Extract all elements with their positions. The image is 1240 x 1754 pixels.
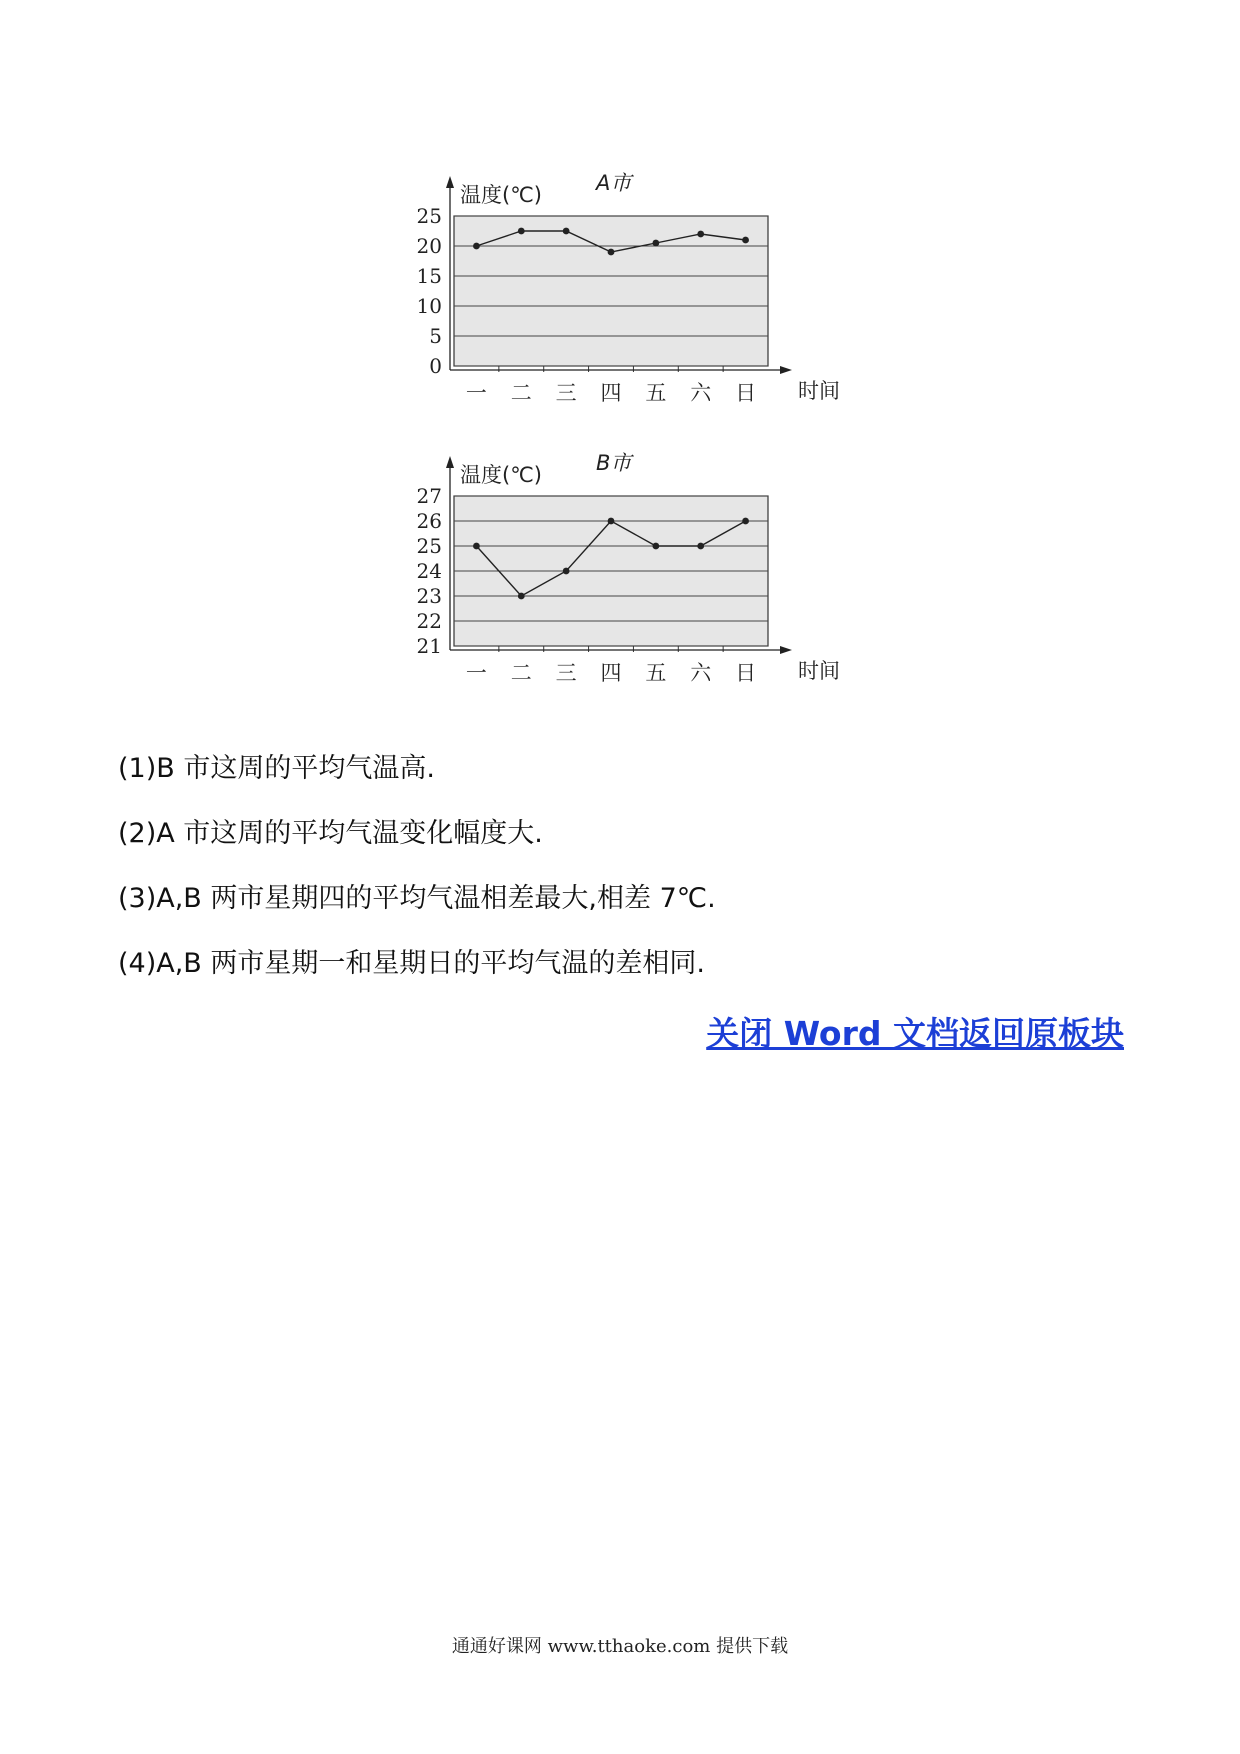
chart-b-ytick-label: 23 (416, 584, 442, 608)
chart-b-chart-title: B市 (596, 451, 632, 475)
chart-b-data-point (563, 568, 570, 575)
chart-b-y-axis-label: 温度(℃) (460, 463, 542, 487)
chart-b-data-point (518, 593, 525, 600)
chart-a-ytick-label: 5 (429, 324, 442, 348)
chart-a-data-point (518, 228, 525, 235)
chart-b-x-axis-label: 时间 (798, 659, 840, 683)
chart-city-b (400, 440, 860, 730)
chart-b-ytick-label: 24 (416, 559, 442, 583)
answer-2: (2)A 市这周的平均气温变化幅度大. (118, 818, 543, 849)
chart-b-ytick-label: 21 (416, 634, 442, 658)
chart-b-svg (400, 440, 860, 730)
chart-b-xtick-label: 日 (735, 661, 757, 685)
chart-a-x-axis-label: 时间 (798, 379, 840, 403)
chart-b-ytick-label: 25 (416, 534, 442, 558)
chart-b-xtick-label: 六 (690, 661, 712, 685)
chart-a-data-point (473, 243, 480, 250)
chart-b-x-axis-arrow (780, 646, 792, 654)
chart-a-data-point (563, 228, 570, 235)
chart-a-svg (400, 160, 860, 450)
chart-b-data-point (473, 543, 480, 550)
chart-a-ytick-label: 20 (416, 234, 442, 258)
chart-a-data-point (697, 231, 704, 238)
footer-source: 通通好课网 www.tthaoke.com 提供下载 (451, 1636, 789, 1657)
chart-b-xtick-label: 一 (465, 661, 487, 685)
chart-a-plot-area (454, 216, 768, 366)
chart-b-ytick-label: 26 (416, 509, 442, 533)
chart-a-data-point (742, 237, 749, 244)
chart-a-y-axis-label: 温度(℃) (460, 183, 542, 207)
chart-a-x-axis-arrow (780, 366, 792, 374)
chart-a-ytick-label: 0 (429, 354, 442, 378)
chart-a-xtick-label: 二 (510, 381, 532, 405)
chart-b-data-point (742, 518, 749, 525)
chart-b-y-axis-arrow (446, 456, 454, 468)
chart-a-xtick-label: 五 (645, 381, 667, 405)
chart-a-ytick-label: 10 (416, 294, 442, 318)
chart-b-xtick-label: 五 (645, 661, 667, 685)
chart-b-xtick-label: 四 (600, 661, 622, 685)
chart-a-ytick-label: 25 (416, 204, 442, 228)
chart-a-y-axis-arrow (446, 176, 454, 188)
chart-a-data-point (608, 249, 615, 256)
answer-4: (4)A,B 两市星期一和星期日的平均气温的差相同. (118, 948, 705, 979)
chart-b-ytick-label: 27 (416, 484, 442, 508)
chart-a-xtick-label: 日 (735, 381, 757, 405)
chart-a-ytick-label: 15 (416, 264, 442, 288)
close-word-doc-link[interactable]: 关闭 Word 文档返回原板块 (706, 1014, 1124, 1053)
chart-b-xtick-label: 二 (510, 661, 532, 685)
chart-b-ytick-label: 22 (416, 609, 442, 633)
chart-a-xtick-label: 三 (555, 381, 577, 405)
chart-b-data-point (608, 518, 615, 525)
chart-a-data-point (652, 240, 659, 247)
answer-3: (3)A,B 两市星期四的平均气温相差最大,相差 7℃. (118, 883, 716, 914)
answer-1: (1)B 市这周的平均气温高. (118, 753, 435, 784)
chart-b-data-point (697, 543, 704, 550)
chart-a-xtick-label: 一 (465, 381, 487, 405)
chart-a-xtick-label: 四 (600, 381, 622, 405)
chart-b-data-point (652, 543, 659, 550)
chart-a-chart-title: A市 (596, 171, 632, 195)
chart-a-xtick-label: 六 (690, 381, 712, 405)
chart-b-xtick-label: 三 (555, 661, 577, 685)
chart-city-a (400, 160, 860, 450)
